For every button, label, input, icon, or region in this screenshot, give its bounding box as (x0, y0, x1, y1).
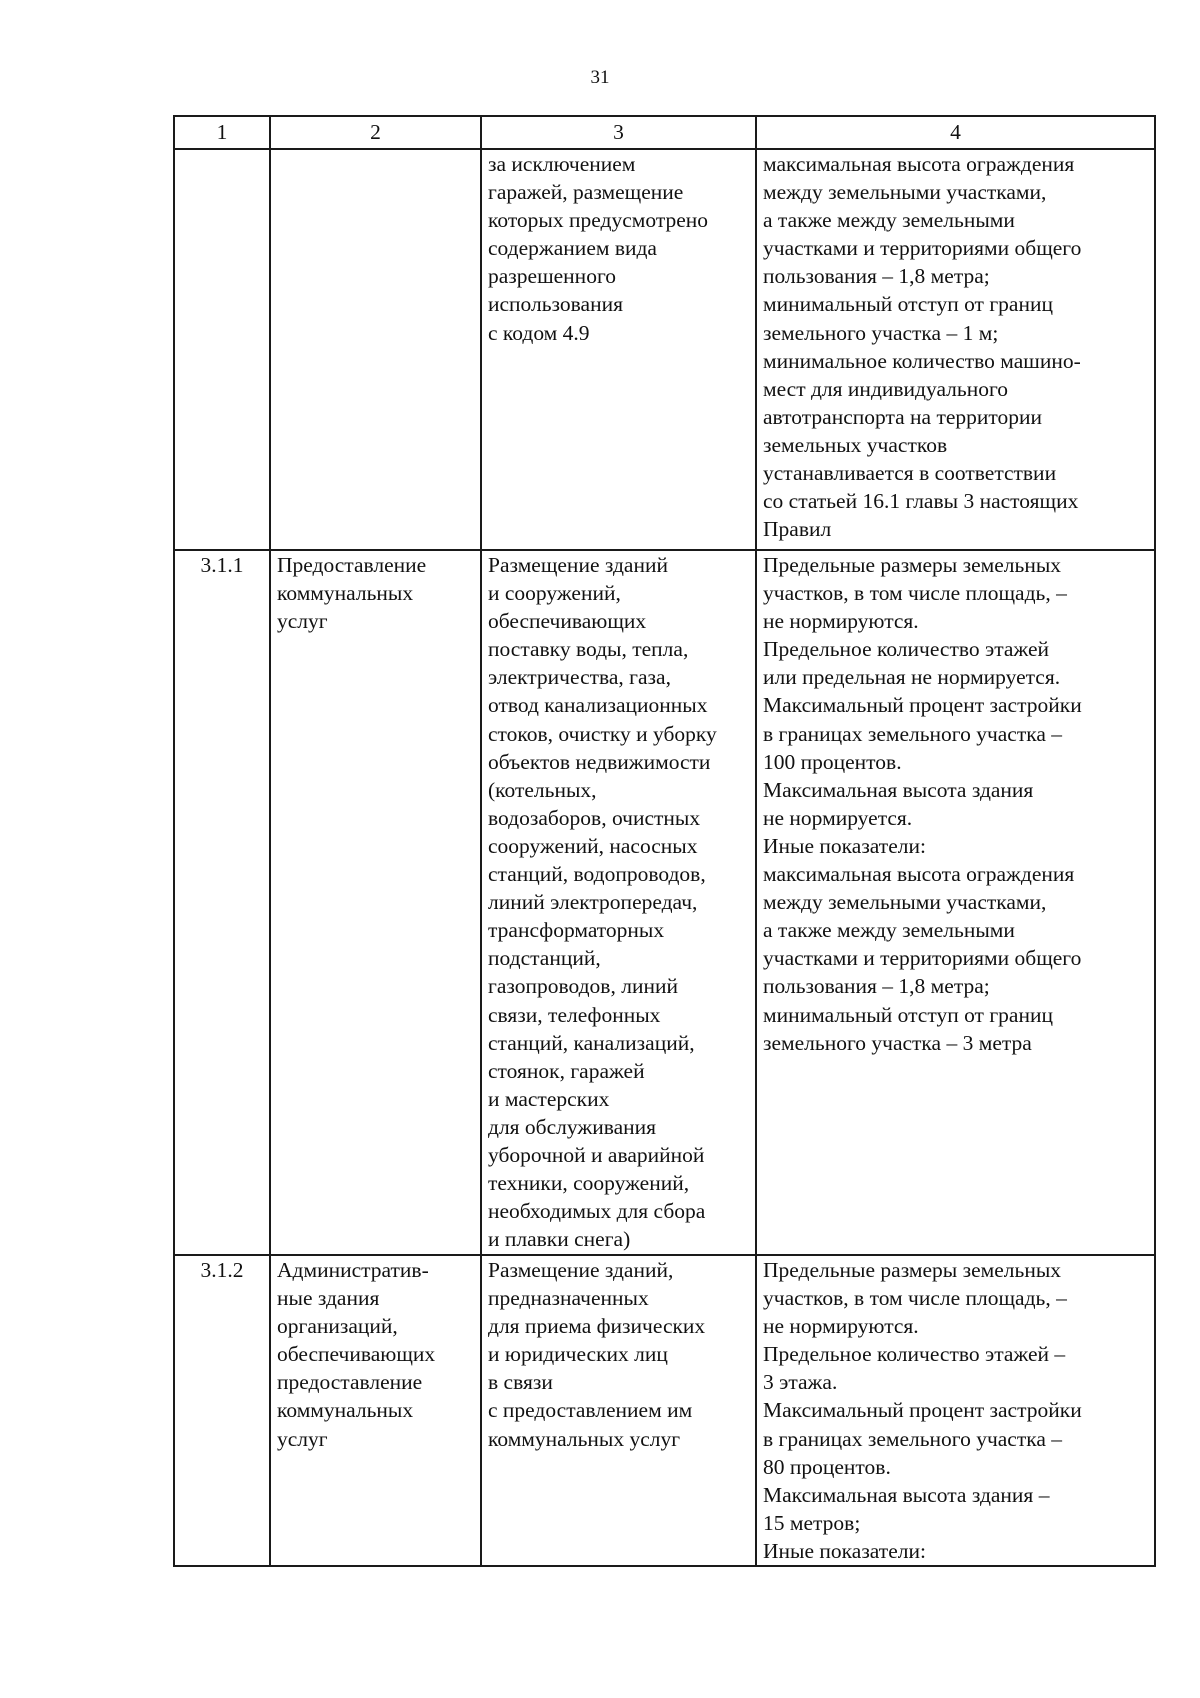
column-header-4: 4 (756, 116, 1155, 149)
row-description-cell: Размещение зданий и сооружений, обеспечивающих поставку воды, тепла, электричества, газа, отвод канализационных стоков, очистку и уборку объектов недвижимости (котельных, водозаборов, очистных сооружений, насосных станций, водопроводов, линий электропередач, трансформаторных подстанций, газопроводов, линий связи, телефонных станций, канализаций, стоянок, гаражей и мастерских для обслуживания уборочной и аварийной техники, сооружений, необходимых для сбора и плавки снега) (481, 550, 756, 1255)
row-code-cell: 3.1.1 (174, 550, 270, 1255)
row-description-cell: за исключением гаражей, размещение которых предусмотрено содержанием вида разрешенного использования с кодом 4.9 (481, 149, 756, 550)
row-name-cell: Предоставление коммунальных услуг (270, 550, 481, 1255)
row-parameters-cell: Предельные размеры земельных участков, в том числе площадь, – не нормируются. Предельное количество этажей – 3 этажа. Максимальный процент застройки в границах земельного участка – 80 процентов. Максимальная высота здания – 15 метров; Иные показатели: (756, 1255, 1155, 1566)
row-code-cell (174, 149, 270, 550)
row-parameters-cell: максимальная высота ограждения между земельными участками, а также между земельными участками и территориями общего пользования – 1,8 метра; минимальный отступ от границ земельного участка – 1 м; минимальное количество машино- мест для индивидуального автотранспорта на территории земельных участков устанавливается в соответствии со статьей 16.1 главы 3 настоящих Правил (756, 149, 1155, 550)
table-header-row (174, 116, 1155, 149)
page-number: 31 (590, 67, 610, 88)
table-row (174, 149, 1155, 550)
column-header-2: 2 (270, 116, 481, 149)
row-code-cell: 3.1.2 (174, 1255, 270, 1566)
table-row (174, 1255, 1155, 1566)
row-name-cell (270, 149, 481, 550)
column-header-3: 3 (481, 116, 756, 149)
row-description-cell: Размещение зданий, предназначенных для приема физических и юридических лиц в связи с предоставлением им коммунальных услуг (481, 1255, 756, 1566)
row-name-cell: Административ- ные здания организаций, обеспечивающих предоставление коммунальных услуг (270, 1255, 481, 1566)
regulations-table (173, 115, 1156, 1567)
table-row (174, 550, 1155, 1255)
column-header-1: 1 (174, 116, 270, 149)
row-parameters-cell: Предельные размеры земельных участков, в том числе площадь, – не нормируются. Предельное количество этажей или предельная не нормируется. Максимальный процент застройки в границах земельного участка – 100 процентов. Максимальная высота здания не нормируется. Иные показатели: максимальная высота ограждения между земельными участками, а также между земельными участками и территориями общего пользования – 1,8 метра; минимальный отступ от границ земельного участка – 3 метра (756, 550, 1155, 1255)
